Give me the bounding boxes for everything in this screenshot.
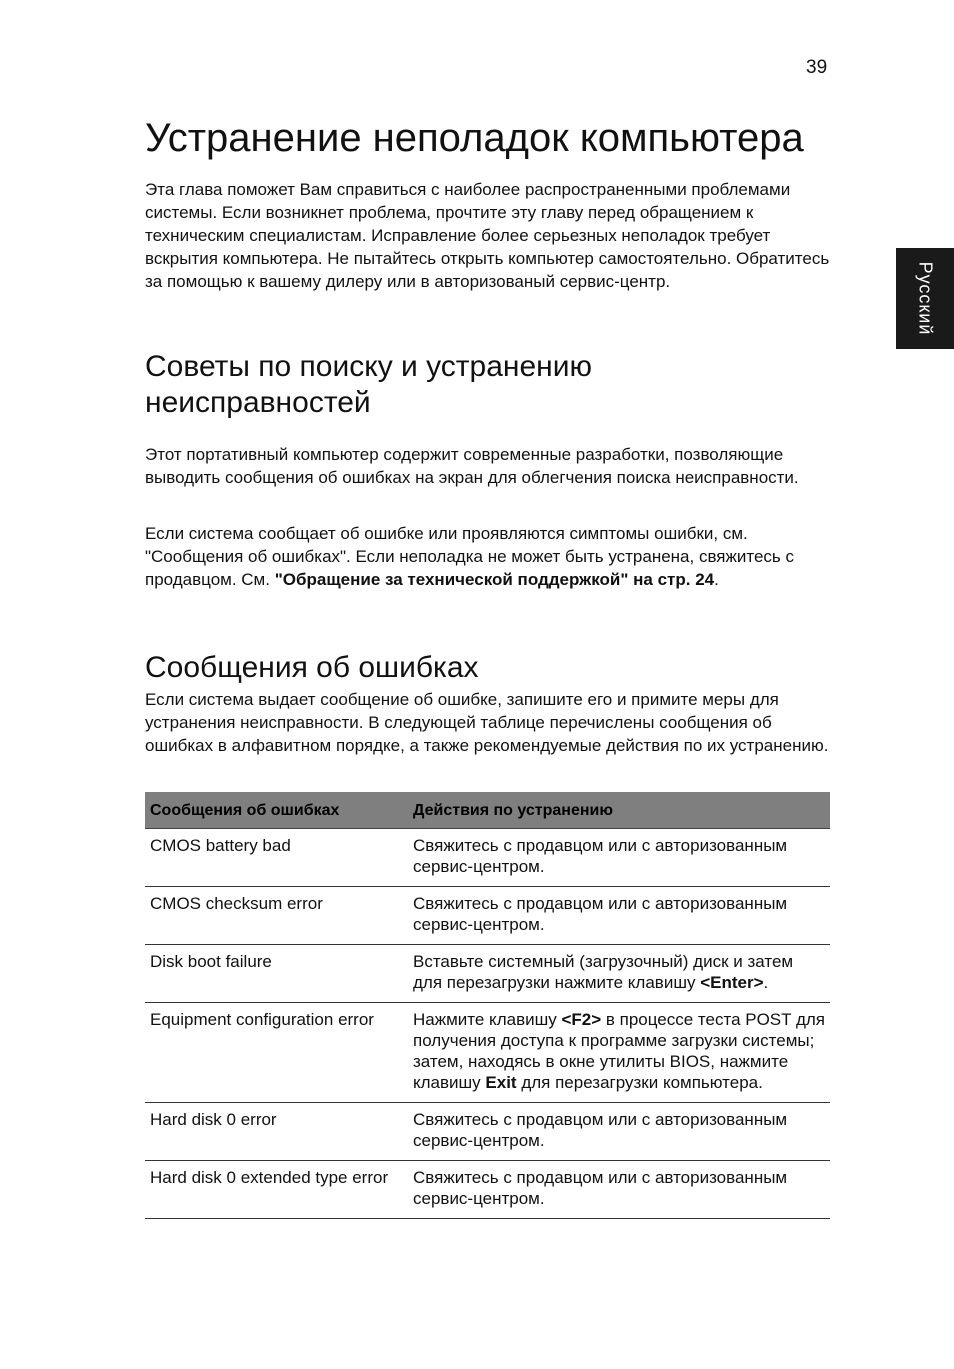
support-reference-link[interactable]: "Обращение за технической поддержкой" на стр. 24 xyxy=(274,570,715,589)
enter-key-label: <Enter> xyxy=(700,973,764,992)
errors-heading: Сообщения об ошибках xyxy=(145,651,479,684)
tips-heading-line1: Советы по поиску и устранению xyxy=(145,350,592,383)
error-action-cell: Свяжитесь с продавцом или с авторизованным сервис-центром. xyxy=(408,1161,830,1219)
error-message-cell: Hard disk 0 error xyxy=(145,1103,408,1161)
table-row xyxy=(145,945,830,1003)
error-message-cell: Disk boot failure xyxy=(145,945,408,1003)
tips-heading-line2: неисправностей xyxy=(145,386,371,419)
table-row xyxy=(145,1161,830,1219)
table-row xyxy=(145,1003,830,1103)
error-action-cell: Свяжитесь с продавцом или с авторизованным сервис-центром. xyxy=(408,1103,830,1161)
page-title: Устранение неполадок компьютера xyxy=(145,116,804,160)
error-messages-table xyxy=(145,792,830,1219)
intro-paragraph: Эта глава поможет Вам справиться с наиболее распространенными проблемами системы. Если возникнет проблема, прочтите эту главу перед обращением к техническим специалистам. Исправление более серьезных неполадок требует вскрытия компьютера. Не пытайтесь открыть компьютер самостоятельно. Обратитесь за помощью к вашему дилеру или в авторизованый сервис-центр. xyxy=(145,180,830,291)
error-message-cell: CMOS checksum error xyxy=(145,887,408,945)
tips-paragraph-2-text: Если система сообщает об ошибке или проявляются симптомы ошибки, см. "Сообщения об ошибках". Если неполадка не может быть устранена, свяжитесь с продавцом. См. xyxy=(145,524,794,589)
action-text: Вставьте системный (загрузочный) диск и затем для перезагрузки нажмите клавишу xyxy=(413,952,794,992)
exit-key-label: Exit xyxy=(485,1073,517,1092)
table-row xyxy=(145,1103,830,1161)
column-header-actions: Действия по устранению xyxy=(408,792,830,829)
language-tab-label: Русский xyxy=(915,261,936,336)
tips-heading xyxy=(145,349,592,421)
error-action-cell: Свяжитесь с продавцом или с авторизованным сервис-центром. xyxy=(408,829,830,887)
table-row xyxy=(145,887,830,945)
error-action-cell xyxy=(408,1003,830,1103)
page-number: 39 xyxy=(806,57,828,78)
tips-paragraph-1: Этот портативный компьютер содержит современные разработки, позволяющие выводить сообщения об ошибках на экран для облегчения поиска неисправности. xyxy=(145,445,799,487)
error-action-cell xyxy=(408,945,830,1003)
action-text-end: для перезагрузки компьютера. xyxy=(516,1073,763,1092)
table-row xyxy=(145,829,830,887)
table-header-row xyxy=(145,792,830,829)
error-message-cell: Hard disk 0 extended type error xyxy=(145,1161,408,1219)
f2-key-label: <F2> xyxy=(561,1010,602,1029)
action-text-end: . xyxy=(763,973,769,992)
error-message-cell: CMOS battery bad xyxy=(145,829,408,887)
column-header-messages: Сообщения об ошибках xyxy=(145,792,408,829)
action-text: Нажмите клавишу xyxy=(413,1010,562,1029)
error-message-cell: Equipment configuration error xyxy=(145,1003,408,1103)
language-tab xyxy=(896,248,954,349)
errors-paragraph: Если система выдает сообщение об ошибке, запишите его и примите меры для устранения неисправности. В следующей таблице перечислены сообщения об ошибках в алфавитном порядке, а также рекомендуемые действия по их устранению. xyxy=(145,690,829,755)
error-action-cell: Свяжитесь с продавцом или с авторизованным сервис-центром. xyxy=(408,887,830,945)
action-text-middle: в процессе теста POST для получения доступа к программе загрузки системы; затем, находясь в окне утилиты BIOS, нажмите клавишу xyxy=(413,1010,825,1092)
tips-paragraph-2-end: . xyxy=(714,570,719,589)
tips-paragraph-2 xyxy=(145,522,830,591)
